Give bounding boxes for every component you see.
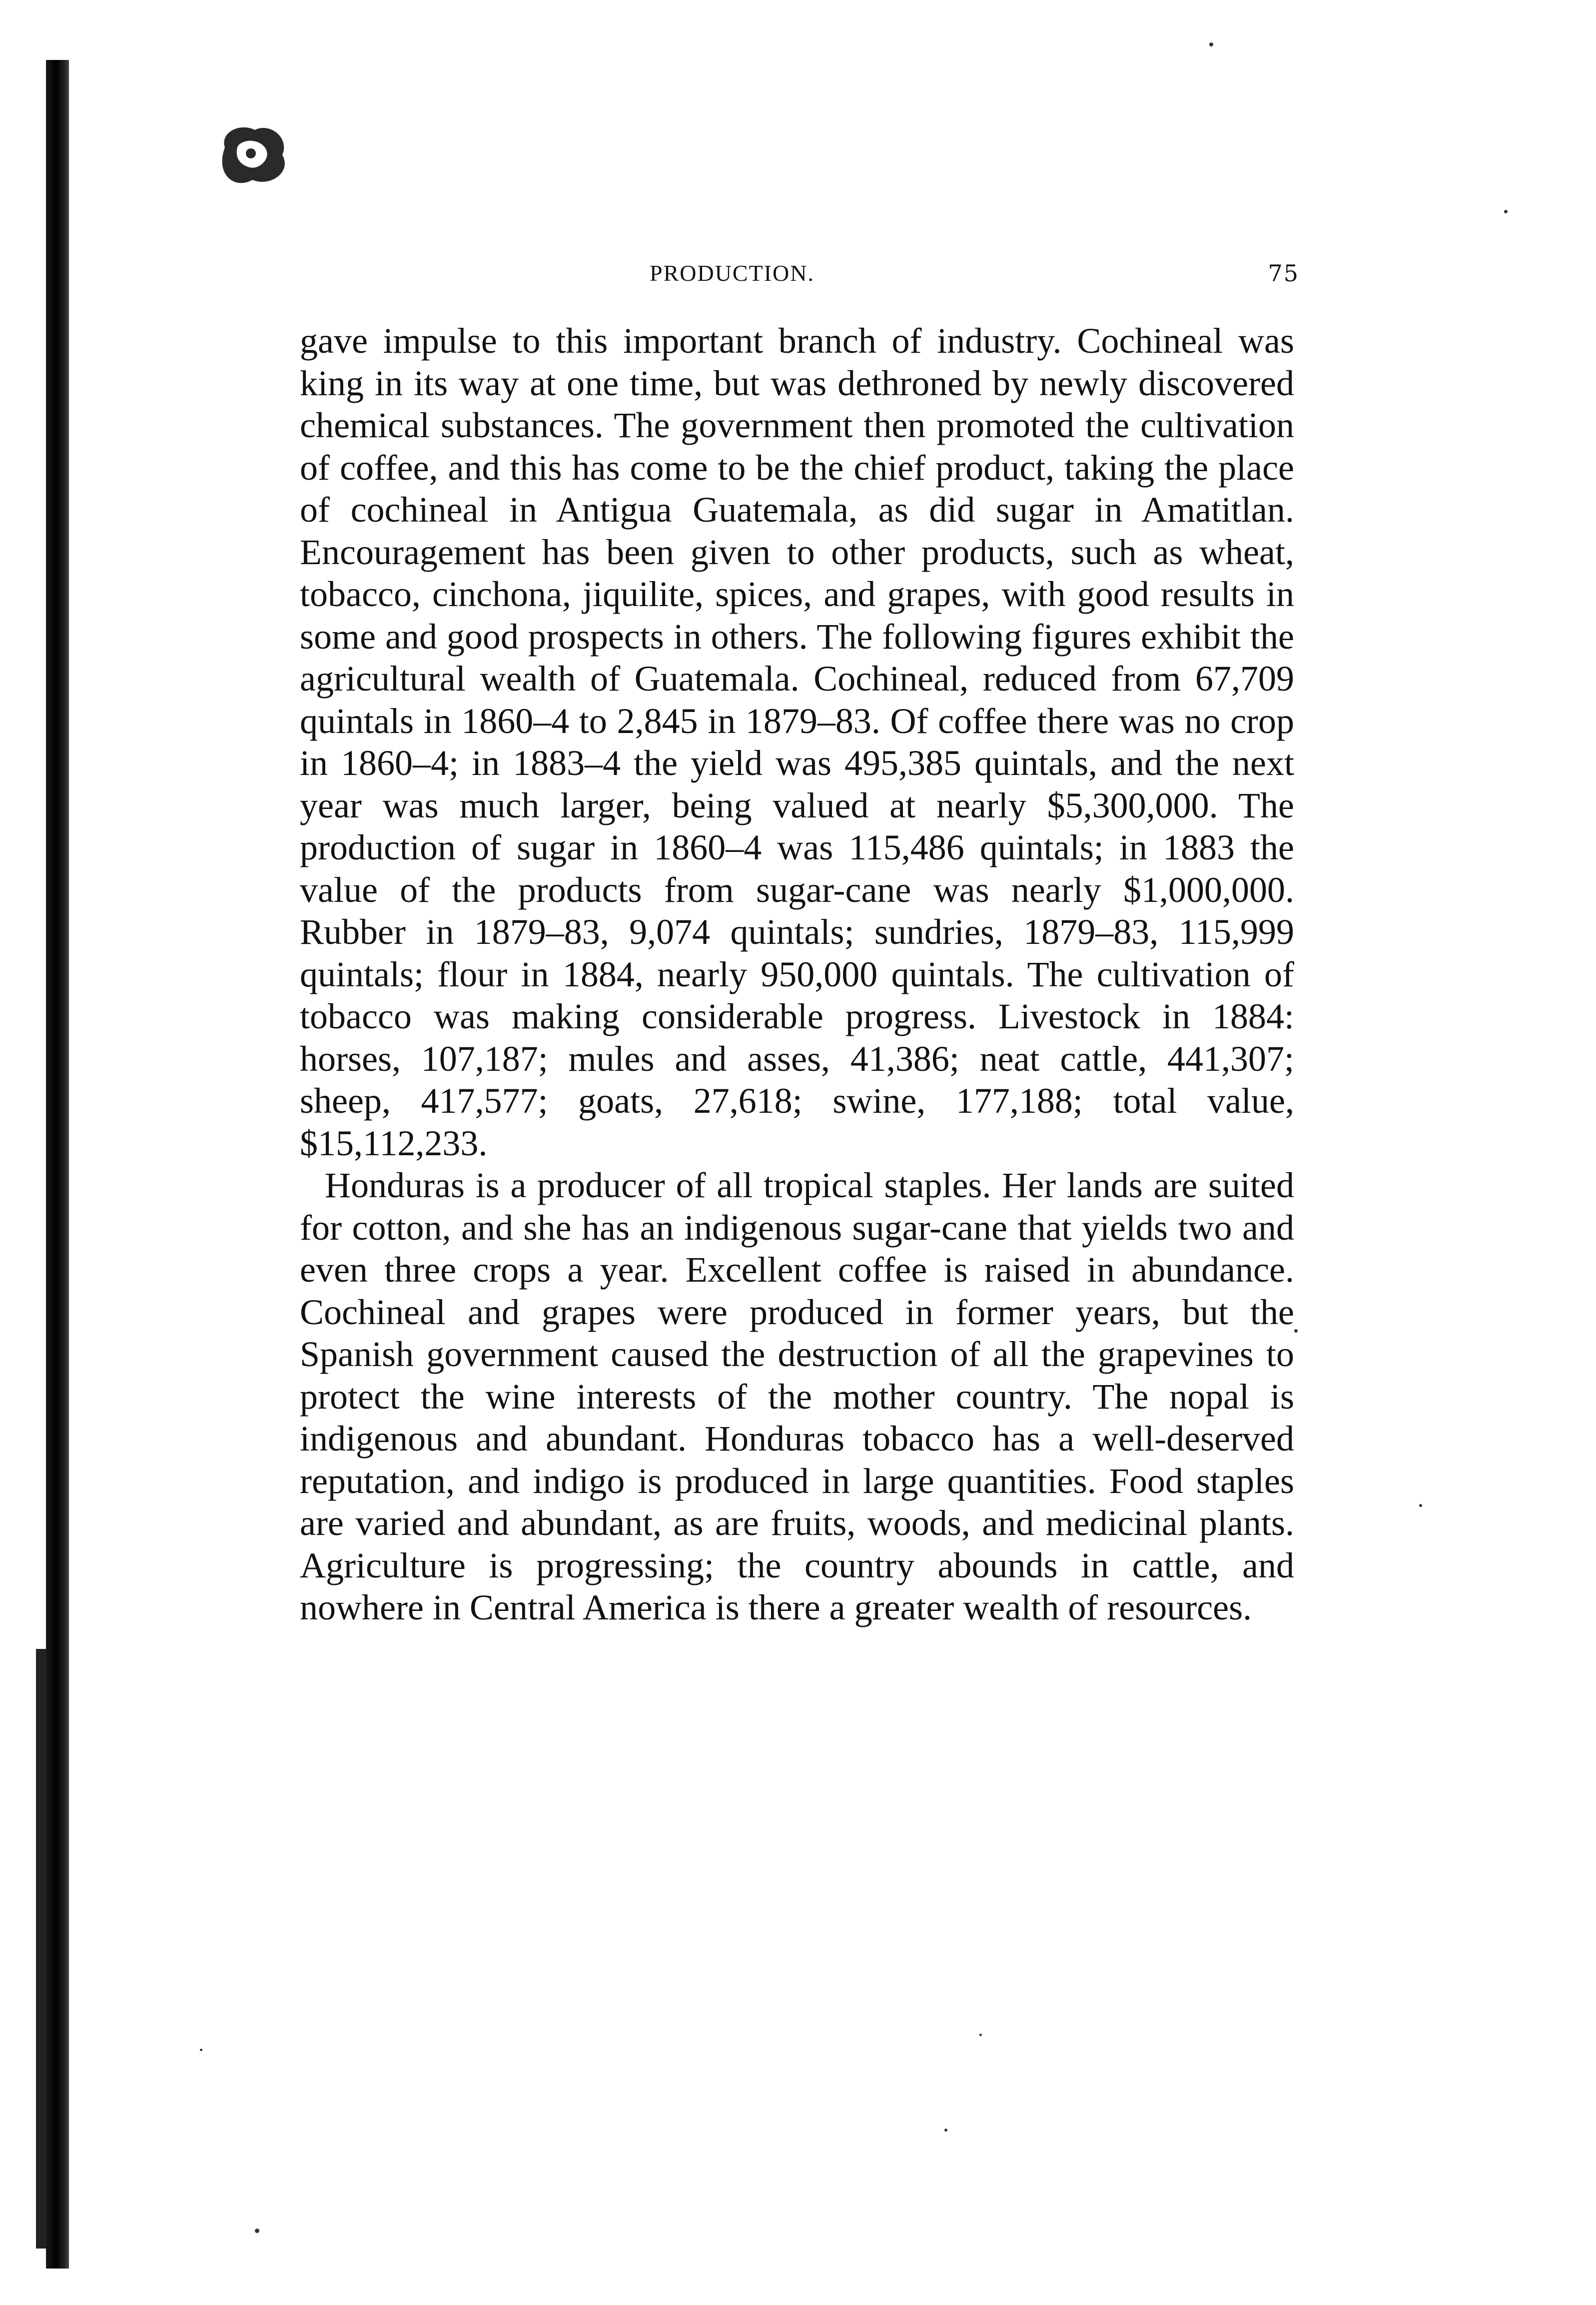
scan-speck: [255, 2229, 259, 2233]
body-text: [300, 320, 1294, 1629]
page-header: [300, 260, 1299, 300]
paragraph-honduras: Honduras is a producer of all tropical staples. Her lands are suited for cotton, and she has an indigenous sugar-cane that yields two and even three crops a year. Excellent coffee is raised in abundance. Cochineal and grapes were produced in former years, but the Spanish government caused the destruction of all the grapevines to protect the wine interests of the mother country. The nopal is indigenous and abundant. Honduras tobacco has a well-deserved reputation, and indigo is produced in large quantities. Food staples are varied and abundant, as are fruits, woods, and medicinal plants. Agriculture is progressing; the country abounds in cattle, and nowhere in Central America is there a greater wealth of resources.: [300, 1165, 1294, 1627]
scan-speck: [200, 2049, 202, 2051]
scan-speck: [1294, 1329, 1298, 1333]
binding-edge-shadow: [36, 1649, 46, 2249]
paragraph-guatemala: gave impulse to this important branch of industry. Cochineal was king in its way at one time, but was dethroned by newly discovered chemical substances. The government then promoted the cultivation of coffee, and this has come to be the chief product, taking the place of cochineal in Antigua Guatemala, as did sugar in Amatitlan. Encouragement has been given to other products, such as wheat, tobacco, cinchona, jiquilite, spices, and grapes, with good results in some and good prospects in others. The following figures exhibit the agricultural wealth of Guatemala. Cochineal, reduced from 67,709 quintals in 1860–4 to 2,845 in 1879–83. Of coffee there was no crop in 1860–4; in 1883–4 the yield was 495,385 quintals, and the next year was much larger, being valued at nearly $5,300,000. The production of sugar in 1860–4 was 115,486 quintals; in 1883 the value of the products from sugar-cane was nearly $1,000,000. Rubber in 1879–83, 9,074 quintals; sundries, 1879–83, 115,999 quintals; flour in 1884, nearly 950,000 quintals. The cultivation of tobacco was making considerable progress. Livestock in 1884: horses, 107,187; mules and asses, 41,386; neat cattle, 441,307; sheep, 417,577; goats, 27,618; swine, 177,188; total value, $15,112,233.: [300, 321, 1294, 1163]
library-stamp-icon: [210, 117, 295, 192]
scan-speck: [1209, 42, 1213, 46]
binding-edge: [46, 60, 69, 2269]
running-title: PRODUCTION.: [650, 260, 814, 286]
scan-speck: [1419, 1504, 1422, 1507]
scan-speck: [944, 2129, 947, 2132]
scan-speck: [1504, 210, 1508, 213]
scan-speck: [979, 2034, 982, 2036]
page-number: 75: [1268, 260, 1299, 287]
